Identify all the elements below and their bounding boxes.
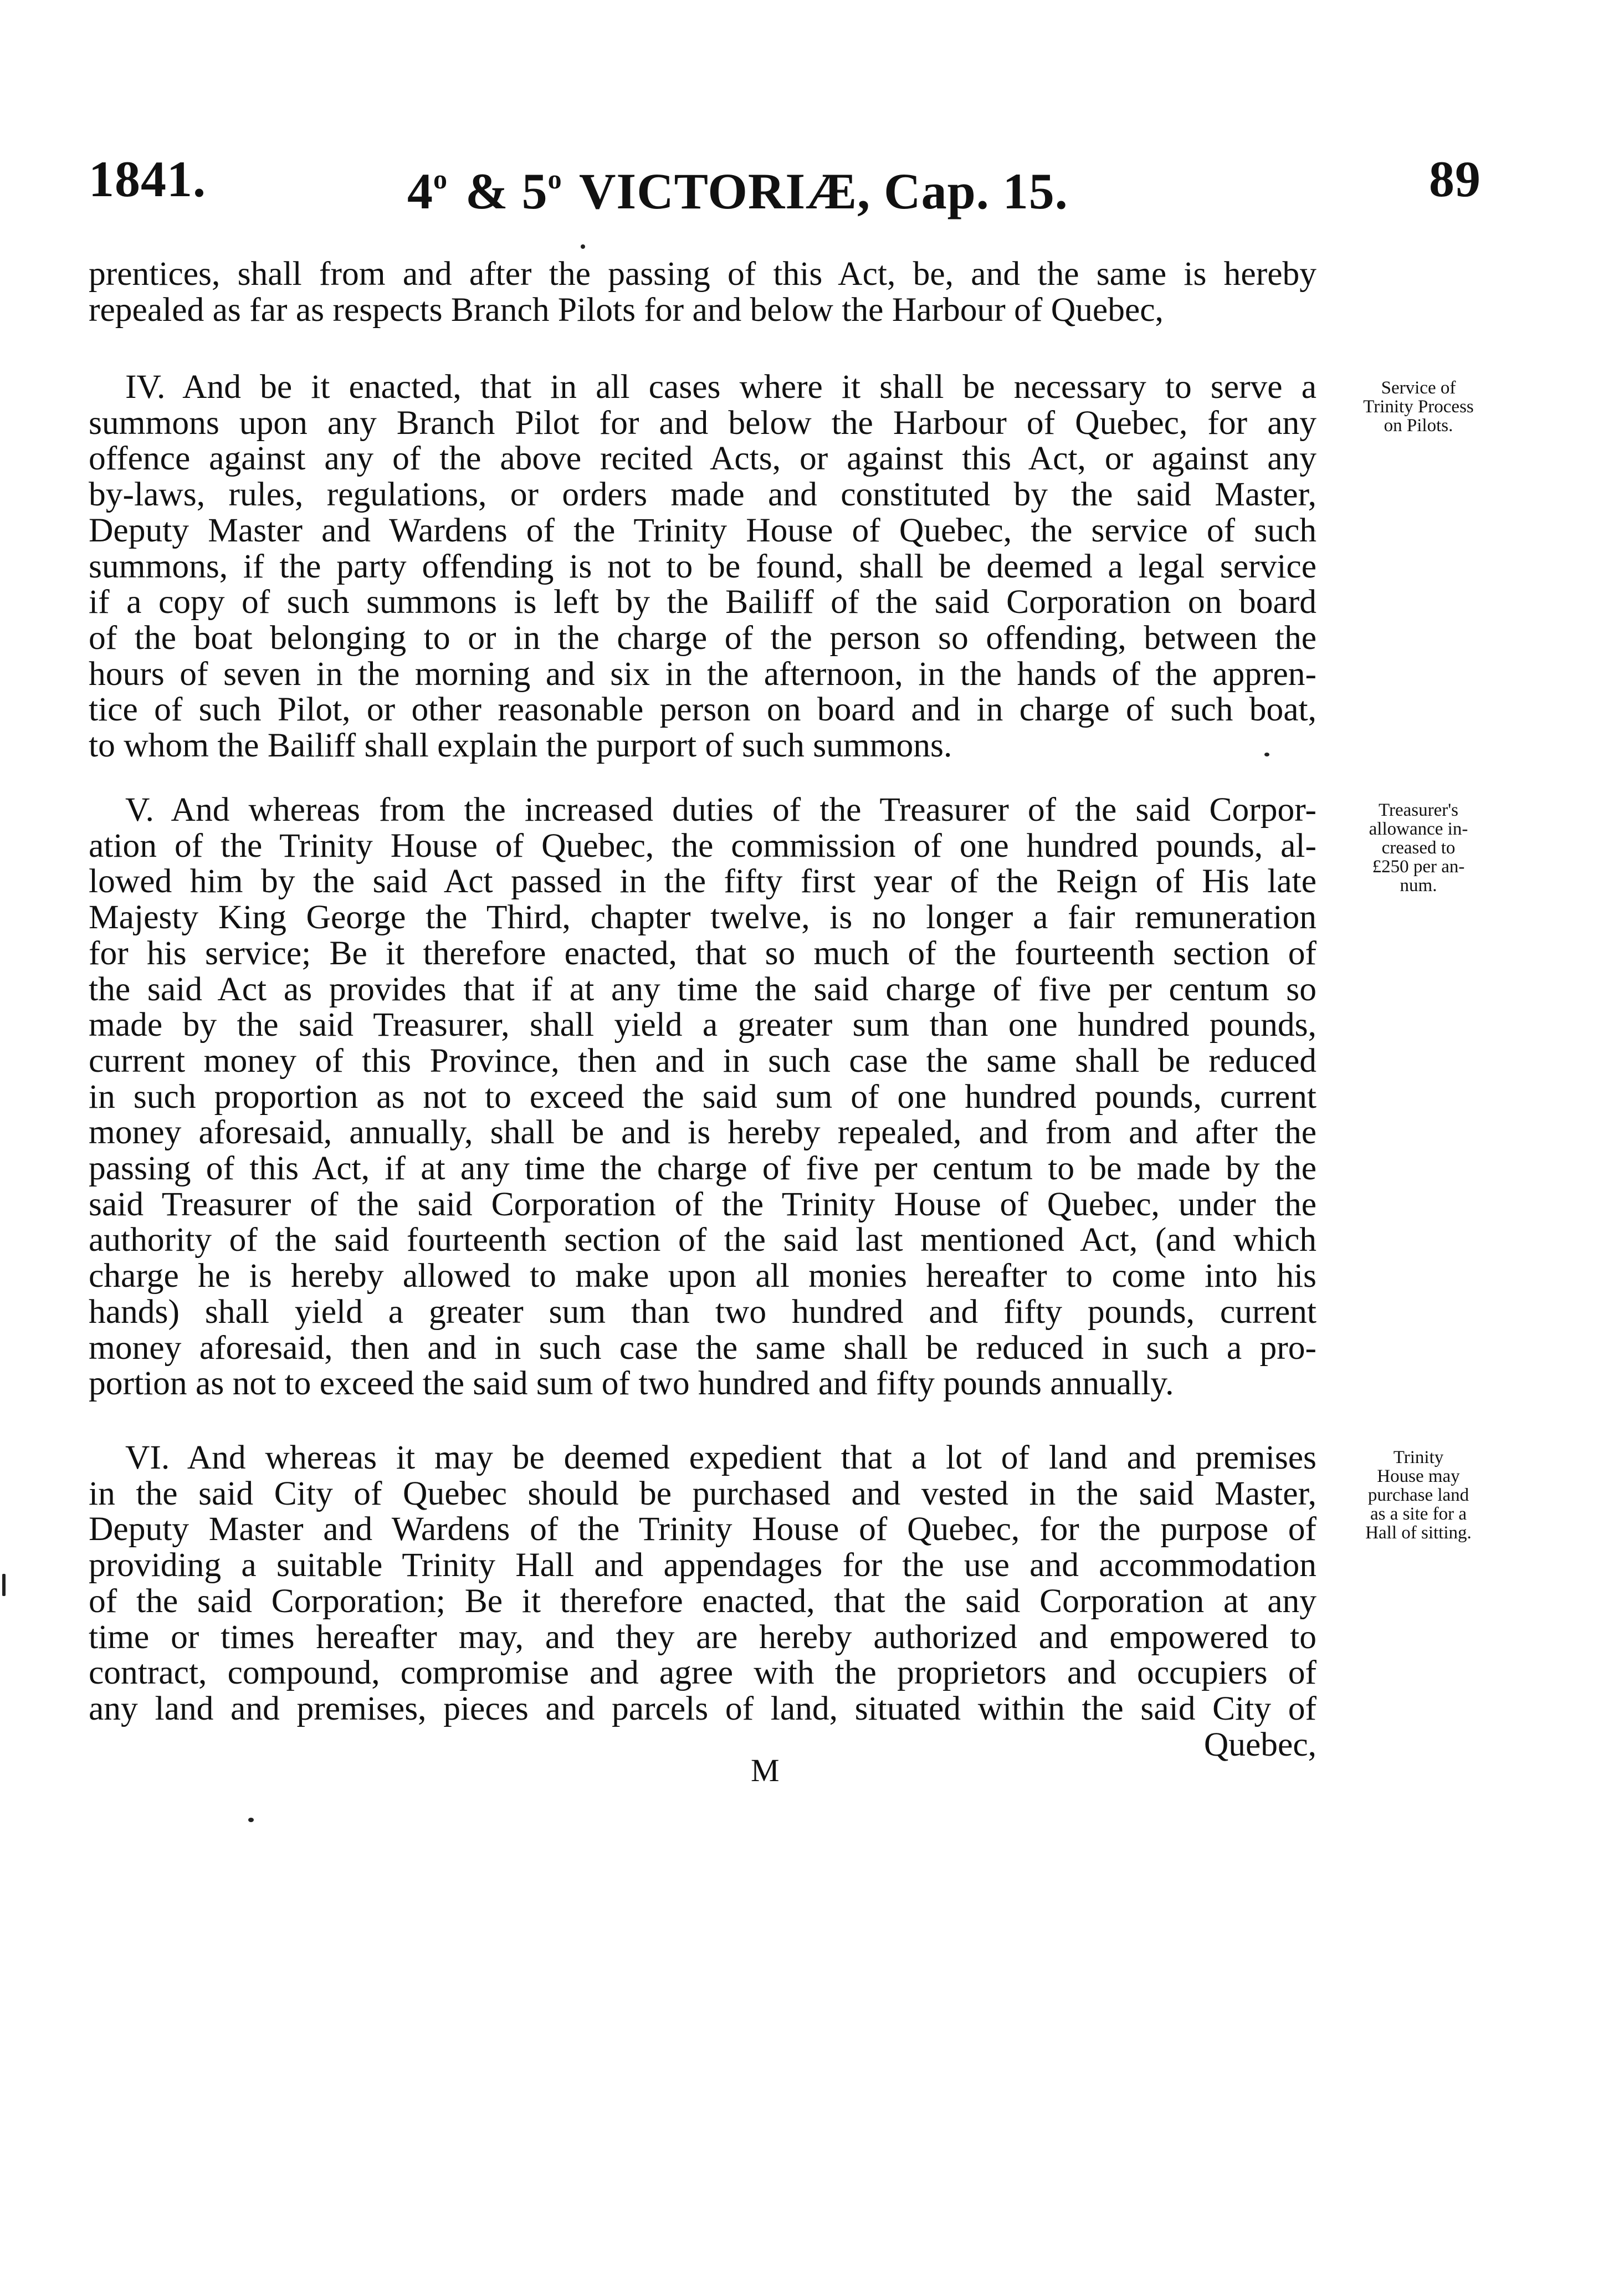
paragraph-section-iv: [89, 369, 1316, 764]
text-line: by-laws, rules, regulations, or orders made and constituted by the said Master,: [89, 475, 1316, 514]
margin-note-section-v: [1327, 801, 1510, 895]
text-line: in such proportion as not to exceed the said sum of one hundred pounds, current: [89, 1077, 1316, 1116]
ink-speck: [248, 1818, 254, 1822]
catchword: Quebec,: [1203, 1725, 1316, 1763]
text-line: hours of seven in the morning and six in the afternoon, in the hands of the appren-: [89, 654, 1316, 693]
margin-note-line: Trinity: [1393, 1448, 1444, 1467]
text-line: to whom the Bailiff shall explain the purport of such summons.: [89, 727, 952, 765]
margin-note-line: Hall of sitting.: [1365, 1523, 1472, 1543]
text-line: repealed as far as respects Branch Pilots for and below the Harbour of Quebec,: [89, 290, 1164, 329]
paragraph-continuation: [89, 256, 1316, 328]
text-line: lowed him by the said Act passed in the fifty first year of the Reign of His late: [89, 862, 1316, 901]
text-line: for his service; Be it therefore enacted, that so much of the fourteenth section of: [89, 934, 1316, 972]
ink-speck: [2, 1574, 6, 1596]
signature-mark: M: [751, 1752, 780, 1788]
header-title-part: 4: [407, 163, 433, 219]
text-line: V. And whereas from the increased duties of the Treasurer of the said Corpor-: [125, 791, 1316, 828]
margin-note-line: on Pilots.: [1384, 416, 1453, 436]
text-line: current money of this Province, then and in such case the same shall be reduced: [89, 1041, 1316, 1080]
text-line: charge he is hereby allowed to make upon all monies hereafter to come into his: [89, 1257, 1316, 1295]
margin-note-section-iv: [1327, 379, 1510, 435]
text-line: Majesty King George the Third, chapter twelve, is no longer a fair remuneration: [89, 898, 1316, 937]
text-line: the said Act as provides that if at any time the said charge of five per centum so: [89, 970, 1316, 1008]
margin-note-line: House may: [1377, 1466, 1460, 1486]
margin-note-line: Service of: [1381, 378, 1456, 398]
text-line: authority of the said fourteenth section of the said last mentioned Act, (and which: [89, 1221, 1316, 1259]
margin-note-section-vi: [1327, 1448, 1510, 1542]
text-line: in the said City of Quebec should be purchased and vested in the said Master,: [89, 1474, 1316, 1512]
text-line: prentices, shall from and after the passing of this Act, be, and the same is hereby: [89, 255, 1316, 293]
text-line: money aforesaid, then and in such case the same shall be reduced in such a pro-: [89, 1328, 1316, 1367]
text-line: IV. And be it enacted, that in all cases where it shall be necessary to serve a: [125, 368, 1316, 406]
text-line: made by the said Treasurer, shall yield a greater sum than one hundred pounds,: [89, 1006, 1316, 1044]
text-line: ation of the Trinity House of Quebec, the commission of one hundred pounds, al-: [89, 826, 1316, 865]
text-line: passing of this Act, if at any time the charge of five per centum to be made by the: [89, 1149, 1316, 1188]
header-title-part: VICTORIÆ, Cap. 15.: [566, 163, 1068, 219]
text-line: offence against any of the above recited Acts, or against this Act, or against any: [89, 439, 1316, 478]
margin-note-line: creased to: [1381, 838, 1456, 858]
text-line: providing a suitable Trinity Hall and appendages for the use and accommodation: [89, 1546, 1316, 1584]
text-line: money aforesaid, annually, shall be and is hereby repealed, and from and after the: [89, 1113, 1316, 1152]
margin-note-line: as a site for a: [1370, 1504, 1467, 1524]
text-line: time or times hereafter may, and they are hereby authorized and empowered to: [89, 1618, 1316, 1656]
ink-speck: [581, 244, 585, 249]
text-line: summons upon any Branch Pilot for and below the Harbour of Quebec, for any: [89, 403, 1316, 442]
header-title-part: & 5: [452, 163, 548, 219]
text-line: if a copy of such summons is left by the Bailiff of the said Corporation on board: [89, 583, 1316, 621]
text-line: said Treasurer of the said Corporation of the Trinity House of Quebec, under the: [89, 1185, 1316, 1223]
text-line: tice of such Pilot, or other reasonable person on board and in charge of such boat,: [89, 691, 1316, 729]
margin-note-line: num.: [1400, 876, 1437, 896]
text-line: of the boat belonging to or in the charge of the person so offending, between the: [89, 618, 1316, 657]
paragraph-section-vi: [89, 1440, 1316, 1762]
ink-speck: [1264, 753, 1269, 756]
margin-note-line: Trinity Process: [1363, 397, 1474, 417]
text-line: Deputy Master and Wardens of the Trinity House of Quebec, the service of such: [89, 511, 1316, 549]
margin-note-line: £250 per an-: [1372, 857, 1465, 877]
header-superscript: o: [433, 163, 448, 195]
header-title: [407, 149, 1068, 222]
header-year: 1841.: [89, 151, 206, 207]
margin-note-line: Treasurer's: [1378, 800, 1459, 820]
header-superscript: o: [547, 163, 562, 195]
page-number: 89: [1429, 151, 1481, 207]
text-line: contract, compound, compromise and agree with the proprietors and occupiers of: [89, 1654, 1316, 1692]
text-line: any land and premises, pieces and parcels of land, situated within the said City of: [89, 1689, 1316, 1727]
text-line: of the said Corporation; Be it therefore enacted, that the said Corporation at any: [89, 1582, 1316, 1620]
text-line: VI. And whereas it may be deemed expedient that a lot of land and premises: [125, 1439, 1316, 1476]
text-line: summons, if the party offending is not to be found, shall be deemed a legal service: [89, 547, 1316, 585]
margin-note-line: purchase land: [1367, 1485, 1469, 1505]
paragraph-section-v: [89, 792, 1316, 1402]
text-line: portion as not to exceed the said sum of two hundred and fifty pounds annually.: [89, 1364, 1174, 1403]
margin-note-line: allowance in-: [1369, 819, 1468, 839]
text-line: Deputy Master and Wardens of the Trinity House of Quebec, for the purpose of: [89, 1510, 1316, 1548]
text-line: hands) shall yield a greater sum than two hundred and fifty pounds, current: [89, 1292, 1316, 1331]
